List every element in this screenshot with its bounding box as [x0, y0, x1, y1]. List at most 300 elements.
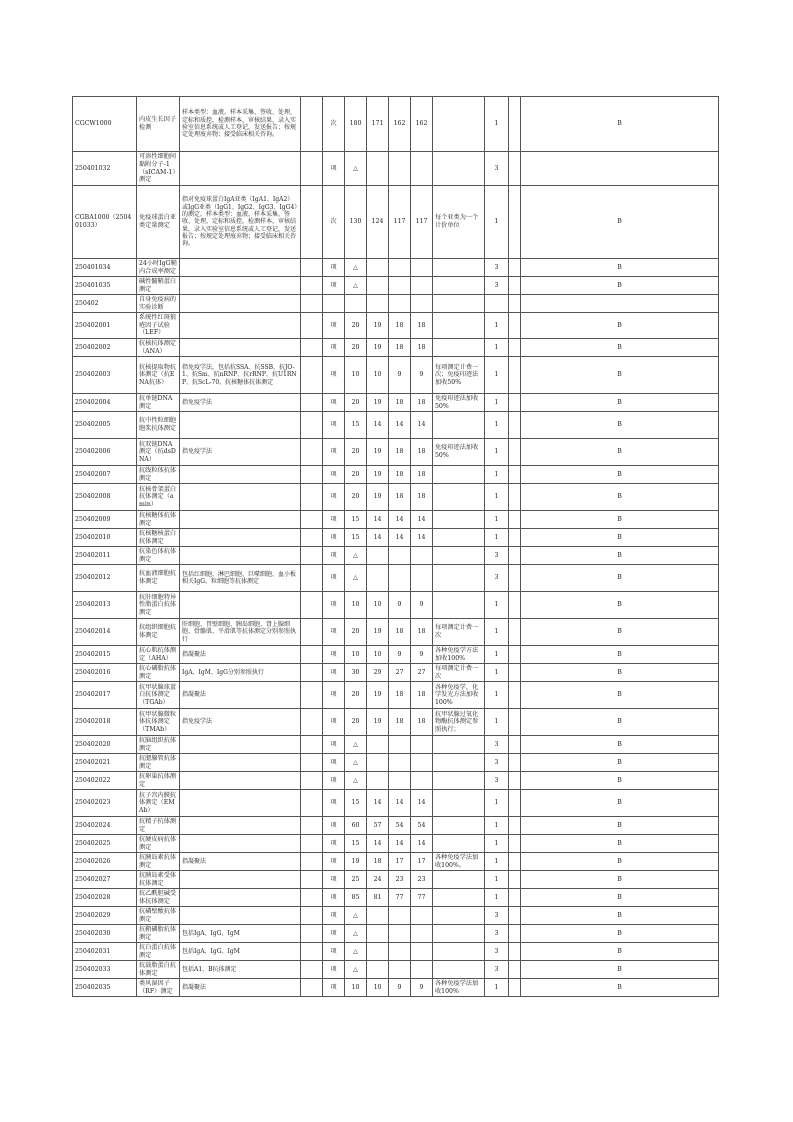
- blank-cell: [301, 907, 323, 925]
- price-tier4-cell: 9: [411, 357, 433, 394]
- blank-cell: [301, 466, 323, 484]
- price-tier1-cell: △: [345, 907, 367, 925]
- price-tier2-cell: [367, 295, 389, 313]
- price-tier4-cell: [411, 152, 433, 186]
- remark-cell: [433, 259, 485, 277]
- price-tier4-cell: [411, 277, 433, 295]
- table-row: [73, 907, 719, 925]
- table-row: [73, 943, 719, 961]
- item-name-cell: 抗脑组织抗体测定: [137, 736, 180, 754]
- blank-cell: [509, 961, 521, 979]
- price-tier4-cell: 17: [411, 853, 433, 871]
- table-row: [73, 484, 719, 511]
- price-tier4-cell: 18: [411, 439, 433, 466]
- price-tier1-cell: 15: [345, 790, 367, 817]
- table-row: [73, 979, 719, 997]
- grade-cell: B: [521, 186, 719, 259]
- item-code-cell: 250402010: [73, 529, 137, 547]
- unit-cell: 项: [323, 259, 345, 277]
- item-code-cell: 250402035: [73, 979, 137, 997]
- blank-cell: [301, 277, 323, 295]
- price-tier1-cell: 20: [345, 313, 367, 339]
- blank-cell: [509, 790, 521, 817]
- table-row: [73, 835, 719, 853]
- price-tier4-cell: 18: [411, 484, 433, 511]
- item-name-cell: 抗甲状腺球蛋白抗体测定（TGAb）: [137, 682, 180, 709]
- price-tier3-cell: 14: [389, 835, 411, 853]
- table-row: [73, 97, 719, 152]
- category-cell: 3: [485, 565, 509, 592]
- price-tier4-cell: 14: [411, 511, 433, 529]
- table-row: [73, 592, 719, 619]
- item-description-cell: 指免疫学法: [180, 439, 301, 466]
- item-name-cell: 24小时IgG鞘内合成率测定: [137, 259, 180, 277]
- table-row: [73, 439, 719, 466]
- price-tier3-cell: 54: [389, 817, 411, 835]
- price-tier4-cell: 18: [411, 682, 433, 709]
- unit-cell: 项: [323, 961, 345, 979]
- price-tier2-cell: 14: [367, 835, 389, 853]
- price-tier1-cell: △: [345, 925, 367, 943]
- price-tier2-cell: 10: [367, 646, 389, 664]
- grade-cell: B: [521, 790, 719, 817]
- table-row: [73, 853, 719, 871]
- price-tier2-cell: 29: [367, 664, 389, 682]
- item-description-cell: 包括A1、B抗体测定: [180, 961, 301, 979]
- price-tier4-cell: 162: [411, 97, 433, 152]
- price-tier1-cell: 20: [345, 394, 367, 412]
- table-row: [73, 186, 719, 259]
- item-code-cell: 250402033: [73, 961, 137, 979]
- item-name-cell: 抗胰岛素抗体测定: [137, 853, 180, 871]
- blank-cell: [301, 646, 323, 664]
- item-description-cell: [180, 277, 301, 295]
- price-tier4-cell: 9: [411, 646, 433, 664]
- price-tier2-cell: [367, 736, 389, 754]
- table-row: [73, 547, 719, 565]
- grade-cell: B: [521, 664, 719, 682]
- item-code-cell: 250402006: [73, 439, 137, 466]
- category-cell: 1: [485, 682, 509, 709]
- item-description-cell: [180, 313, 301, 339]
- item-code-cell: 250402030: [73, 925, 137, 943]
- item-code-cell: 250402023: [73, 790, 137, 817]
- price-tier3-cell: 18: [389, 439, 411, 466]
- price-tier4-cell: 18: [411, 709, 433, 736]
- table-row: [73, 529, 719, 547]
- item-description-cell: [180, 871, 301, 889]
- blank-cell: [301, 529, 323, 547]
- item-code-cell: 250402015: [73, 646, 137, 664]
- unit-cell: 项: [323, 484, 345, 511]
- category-cell: 1: [485, 339, 509, 357]
- unit-cell: 项: [323, 754, 345, 772]
- table-row: [73, 339, 719, 357]
- category-cell: 3: [485, 277, 509, 295]
- blank-cell: [301, 736, 323, 754]
- unit-cell: 项: [323, 339, 345, 357]
- item-description-cell: [180, 772, 301, 790]
- price-tier3-cell: 18: [389, 339, 411, 357]
- blank-cell: [509, 412, 521, 439]
- price-tier2-cell: 19: [367, 339, 389, 357]
- price-tier1-cell: 85: [345, 889, 367, 907]
- price-tier4-cell: 18: [411, 339, 433, 357]
- price-tier2-cell: 171: [367, 97, 389, 152]
- blank-cell: [509, 484, 521, 511]
- item-code-cell: 250402026: [73, 853, 137, 871]
- item-name-cell: 抗腮腺管抗体测定: [137, 754, 180, 772]
- item-name-cell: 抗载脂蛋白抗体测定: [137, 961, 180, 979]
- unit-cell: 项: [323, 907, 345, 925]
- remark-cell: [433, 790, 485, 817]
- blank-cell: [509, 682, 521, 709]
- blank-cell: [301, 790, 323, 817]
- remark-cell: 各种免疫学方法加收100%: [433, 646, 485, 664]
- remark-cell: [433, 511, 485, 529]
- blank-cell: [301, 439, 323, 466]
- grade-cell: B: [521, 529, 719, 547]
- unit-cell: 次: [323, 97, 345, 152]
- blank-cell: [301, 754, 323, 772]
- blank-cell: [509, 709, 521, 736]
- price-tier2-cell: 19: [367, 709, 389, 736]
- item-code-cell: 250402022: [73, 772, 137, 790]
- category-cell: 3: [485, 152, 509, 186]
- item-name-cell: 抗肝细胞特异性脂蛋白抗体测定: [137, 592, 180, 619]
- price-tier3-cell: [389, 961, 411, 979]
- item-code-cell: 250401034: [73, 259, 137, 277]
- price-tier1-cell: △: [345, 943, 367, 961]
- price-tier2-cell: 124: [367, 186, 389, 259]
- price-tier4-cell: [411, 943, 433, 961]
- item-name-cell: 抗血液细胞抗体测定: [137, 565, 180, 592]
- price-tier1-cell: 10: [345, 646, 367, 664]
- price-tier1-cell: △: [345, 961, 367, 979]
- remark-cell: 每项测定计费一次: [433, 619, 485, 646]
- price-tier2-cell: [367, 547, 389, 565]
- item-code-cell: 250402: [73, 295, 137, 313]
- category-cell: 3: [485, 907, 509, 925]
- item-description-cell: 指免疫学法: [180, 394, 301, 412]
- price-tier1-cell: △: [345, 259, 367, 277]
- item-code-cell: 250402027: [73, 871, 137, 889]
- price-tier2-cell: 24: [367, 871, 389, 889]
- item-code-cell: 250402008: [73, 484, 137, 511]
- unit-cell: 项: [323, 943, 345, 961]
- remark-cell: [433, 943, 485, 961]
- price-tier1-cell: 20: [345, 339, 367, 357]
- grade-cell: B: [521, 412, 719, 439]
- unit-cell: 项: [323, 646, 345, 664]
- grade-cell: [521, 152, 719, 186]
- blank-cell: [301, 664, 323, 682]
- grade-cell: B: [521, 709, 719, 736]
- blank-cell: [301, 313, 323, 339]
- item-description-cell: 包括IgA、IgG、IgM: [180, 925, 301, 943]
- item-name-cell: 碱性髓鞘蛋白测定: [137, 277, 180, 295]
- remark-cell: [433, 547, 485, 565]
- item-name-cell: 抗甲状腺微粒体抗体测定（TMAb）: [137, 709, 180, 736]
- price-tier4-cell: [411, 772, 433, 790]
- price-tier3-cell: [389, 925, 411, 943]
- blank-cell: [509, 547, 521, 565]
- unit-cell: 项: [323, 357, 345, 394]
- grade-cell: B: [521, 646, 719, 664]
- unit-cell: 项: [323, 772, 345, 790]
- price-tier2-cell: [367, 565, 389, 592]
- price-tier3-cell: 9: [389, 646, 411, 664]
- unit-cell: [323, 295, 345, 313]
- unit-cell: 项: [323, 790, 345, 817]
- item-code-cell: 250402005: [73, 412, 137, 439]
- blank-cell: [509, 925, 521, 943]
- item-name-cell: 抗鞘磷脂抗体测定: [137, 925, 180, 943]
- blank-cell: [509, 152, 521, 186]
- item-description-cell: 包括IgA、IgG、IgM: [180, 943, 301, 961]
- category-cell: 3: [485, 547, 509, 565]
- category-cell: 3: [485, 736, 509, 754]
- category-cell: 3: [485, 754, 509, 772]
- grade-cell: B: [521, 619, 719, 646]
- blank-cell: [509, 592, 521, 619]
- grade-cell: B: [521, 592, 719, 619]
- category-cell: 3: [485, 772, 509, 790]
- unit-cell: 项: [323, 313, 345, 339]
- remark-cell: [433, 961, 485, 979]
- grade-cell: B: [521, 754, 719, 772]
- item-description-cell: 指免疫学法，包括抗SSA、抗SSB、抗JO-1、抗Sm、抗nRNP、抗rRNP、抗U1RNP、抗ScL-70、抗核糖体抗体测定: [180, 357, 301, 394]
- unit-cell: 项: [323, 619, 345, 646]
- price-tier3-cell: 14: [389, 412, 411, 439]
- price-tier4-cell: [411, 565, 433, 592]
- remark-cell: 每项测定计费一次: [433, 664, 485, 682]
- category-cell: 3: [485, 961, 509, 979]
- table-row: [73, 790, 719, 817]
- item-description-cell: [180, 466, 301, 484]
- price-tier4-cell: 117: [411, 186, 433, 259]
- price-tier2-cell: 14: [367, 412, 389, 439]
- grade-cell: B: [521, 339, 719, 357]
- blank-cell: [301, 259, 323, 277]
- blank-cell: [301, 592, 323, 619]
- grade-cell: B: [521, 907, 719, 925]
- price-tier3-cell: [389, 152, 411, 186]
- unit-cell: 项: [323, 835, 345, 853]
- price-tier3-cell: 9: [389, 592, 411, 619]
- price-tier1-cell: 20: [345, 682, 367, 709]
- blank-cell: [509, 889, 521, 907]
- item-name-cell: 抗双链DNA测定（抗dsDNA）: [137, 439, 180, 466]
- remark-cell: [433, 484, 485, 511]
- unit-cell: 项: [323, 925, 345, 943]
- price-tier4-cell: 14: [411, 790, 433, 817]
- item-name-cell: 类风湿因子（RF）测定: [137, 979, 180, 997]
- category-cell: 1: [485, 357, 509, 394]
- price-tier3-cell: 77: [389, 889, 411, 907]
- table-row: [73, 754, 719, 772]
- blank-cell: [509, 817, 521, 835]
- table-row: [73, 259, 719, 277]
- item-description-cell: 指免疫学法: [180, 709, 301, 736]
- price-tier3-cell: 18: [389, 484, 411, 511]
- grade-cell: B: [521, 943, 719, 961]
- price-tier4-cell: 9: [411, 979, 433, 997]
- item-code-cell: 250402024: [73, 817, 137, 835]
- blank-cell: [301, 565, 323, 592]
- category-cell: 1: [485, 853, 509, 871]
- blank-cell: [301, 394, 323, 412]
- price-tier2-cell: 19: [367, 313, 389, 339]
- price-tier1-cell: [345, 295, 367, 313]
- item-description-cell: 指凝聚法: [180, 682, 301, 709]
- table-row: [73, 277, 719, 295]
- price-tier1-cell: 130: [345, 186, 367, 259]
- price-tier2-cell: 14: [367, 790, 389, 817]
- grade-cell: B: [521, 484, 719, 511]
- item-description-cell: [180, 835, 301, 853]
- item-description-cell: [180, 152, 301, 186]
- price-tier2-cell: 18: [367, 853, 389, 871]
- price-tier3-cell: [389, 259, 411, 277]
- blank-cell: [509, 529, 521, 547]
- unit-cell: 项: [323, 979, 345, 997]
- item-code-cell: CGBA1000（250401033）: [73, 186, 137, 259]
- unit-cell: 项: [323, 664, 345, 682]
- price-tier3-cell: 18: [389, 313, 411, 339]
- category-cell: 1: [485, 817, 509, 835]
- remark-cell: 各种免疫学，化学发光方法加收100%: [433, 682, 485, 709]
- remark-cell: [433, 754, 485, 772]
- price-tier1-cell: 20: [345, 484, 367, 511]
- blank-cell: [509, 772, 521, 790]
- table-row: [73, 682, 719, 709]
- unit-cell: 项: [323, 439, 345, 466]
- category-cell: 3: [485, 925, 509, 943]
- grade-cell: B: [521, 466, 719, 484]
- price-tier1-cell: 15: [345, 412, 367, 439]
- remark-cell: [433, 592, 485, 619]
- price-tier2-cell: 81: [367, 889, 389, 907]
- price-tier3-cell: 117: [389, 186, 411, 259]
- price-tier2-cell: 19: [367, 466, 389, 484]
- blank-cell: [301, 943, 323, 961]
- blank-cell: [509, 186, 521, 259]
- category-cell: 1: [485, 592, 509, 619]
- item-description-cell: [180, 529, 301, 547]
- price-tier2-cell: [367, 925, 389, 943]
- item-code-cell: 250402009: [73, 511, 137, 529]
- blank-cell: [301, 547, 323, 565]
- blank-cell: [301, 961, 323, 979]
- item-name-cell: 抗卵巢抗体测定: [137, 772, 180, 790]
- category-cell: 1: [485, 790, 509, 817]
- price-tier2-cell: [367, 907, 389, 925]
- price-tier4-cell: [411, 907, 433, 925]
- item-code-cell: 250402017: [73, 682, 137, 709]
- price-tier2-cell: [367, 754, 389, 772]
- item-code-cell: 250402028: [73, 889, 137, 907]
- blank-cell: [509, 339, 521, 357]
- item-name-cell: 抗心肌抗体测定（AHA）: [137, 646, 180, 664]
- blank-cell: [301, 979, 323, 997]
- blank-cell: [301, 835, 323, 853]
- item-description-cell: 指对免疫球蛋白IgA亚类（IgA1、IgA2）或IgG亚类（IgG1、IgG2、IgG3、IgG4）的测定。样本类型：血液。样本采集、签收、处理，定标和质控，检测样本，审核结果，录入实验室信息系统或人工登记，发送报告；按规定处理废弃物；接受临床相关咨询。: [180, 186, 301, 259]
- price-tier1-cell: 20: [345, 619, 367, 646]
- item-name-cell: 抗核提取物抗体测定（抗ENA抗体）: [137, 357, 180, 394]
- category-cell: 1: [485, 646, 509, 664]
- table-row: [73, 565, 719, 592]
- item-code-cell: 250402031: [73, 943, 137, 961]
- blank-cell: [509, 835, 521, 853]
- item-description-cell: [180, 259, 301, 277]
- blank-cell: [509, 943, 521, 961]
- unit-cell: 项: [323, 592, 345, 619]
- category-cell: 1: [485, 871, 509, 889]
- price-tier3-cell: [389, 772, 411, 790]
- category-cell: 1: [485, 979, 509, 997]
- remark-cell: [433, 907, 485, 925]
- item-name-cell: 内皮生长因子检测: [137, 97, 180, 152]
- price-tier4-cell: [411, 961, 433, 979]
- price-tier4-cell: [411, 736, 433, 754]
- remark-cell: [433, 565, 485, 592]
- price-tier2-cell: 10: [367, 592, 389, 619]
- price-tier4-cell: [411, 754, 433, 772]
- table-row: [73, 313, 719, 339]
- item-name-cell: 抗线粒体抗体测定: [137, 466, 180, 484]
- table-row: [73, 357, 719, 394]
- item-code-cell: CGCW1000: [73, 97, 137, 152]
- blank-cell: [301, 889, 323, 907]
- grade-cell: B: [521, 439, 719, 466]
- grade-cell: B: [521, 736, 719, 754]
- blank-cell: [509, 754, 521, 772]
- blank-cell: [509, 277, 521, 295]
- unit-cell: 项: [323, 889, 345, 907]
- blank-cell: [301, 619, 323, 646]
- item-description-cell: [180, 754, 301, 772]
- item-code-cell: 250402002: [73, 339, 137, 357]
- blank-cell: [301, 682, 323, 709]
- item-name-cell: 可溶性细胞间黏附分子-1（sICAM-1）测定: [137, 152, 180, 186]
- blank-cell: [509, 907, 521, 925]
- table-row: [73, 394, 719, 412]
- item-description-cell: [180, 412, 301, 439]
- unit-cell: 项: [323, 412, 345, 439]
- blank-cell: [301, 925, 323, 943]
- price-tier1-cell: 20: [345, 709, 367, 736]
- price-tier2-cell: 57: [367, 817, 389, 835]
- blank-cell: [301, 853, 323, 871]
- category-cell: 1: [485, 394, 509, 412]
- table-row: [73, 736, 719, 754]
- unit-cell: 项: [323, 547, 345, 565]
- price-tier3-cell: 18: [389, 394, 411, 412]
- unit-cell: 项: [323, 853, 345, 871]
- blank-cell: [509, 394, 521, 412]
- price-tier1-cell: 19: [345, 853, 367, 871]
- blank-cell: [301, 817, 323, 835]
- blank-cell: [509, 259, 521, 277]
- table-row: [73, 709, 719, 736]
- category-cell: 1: [485, 484, 509, 511]
- remark-cell: [433, 835, 485, 853]
- price-tier3-cell: [389, 547, 411, 565]
- price-tier1-cell: △: [345, 547, 367, 565]
- grade-cell: B: [521, 511, 719, 529]
- grade-cell: B: [521, 357, 719, 394]
